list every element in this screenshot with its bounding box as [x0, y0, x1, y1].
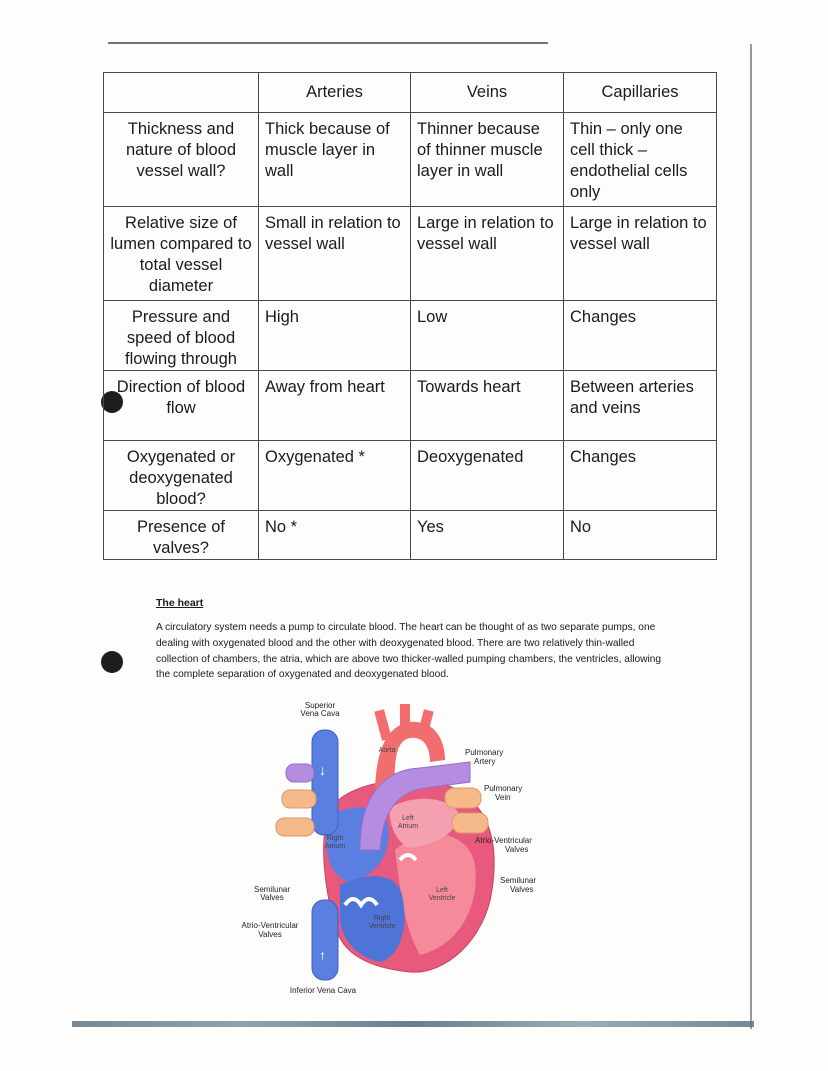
cell-capillaries: Between arteries and veins	[564, 371, 717, 441]
cell-capillaries: Thin – only one cell thick – endothelial cells only	[564, 113, 717, 207]
label-right-atrium: Atrium	[324, 843, 346, 850]
aorta-branch	[400, 704, 410, 734]
row-label: Relative size of lumen compared to total vessel diameter	[104, 207, 259, 301]
cell-arteries: Oxygenated *	[259, 441, 411, 511]
heart-diagram	[230, 700, 590, 1005]
pulmonary-vein	[282, 790, 316, 808]
pulmonary-vein	[452, 813, 488, 833]
table-row	[104, 113, 717, 207]
label-left-ventricle: Ventricle	[428, 895, 456, 902]
label-aorta: Aorta	[378, 747, 396, 754]
cell-veins: Thinner because of thinner muscle layer in wall	[411, 113, 564, 207]
cell-arteries: Small in relation to vessel wall	[259, 207, 411, 301]
label-pulmonary-vein: Vein	[495, 793, 511, 802]
label-right-ventricle: Ventricle	[368, 923, 396, 930]
pulmonary-artery-branch	[286, 764, 314, 782]
row-label: Thickness and nature of blood vessel wall?	[104, 113, 259, 207]
cell-veins: Large in relation to vessel wall	[411, 207, 564, 301]
label-av-valves-left: Valves	[258, 930, 282, 939]
aorta-branch	[374, 709, 391, 741]
page-top-edge	[108, 42, 548, 44]
cell-arteries: High	[259, 301, 411, 371]
label-right-atrium: Right	[326, 835, 344, 842]
page-bottom-edge	[72, 1021, 754, 1027]
table-row	[104, 441, 717, 511]
header-arteries: Arteries	[259, 73, 411, 113]
cell-arteries: No *	[259, 511, 411, 560]
label-semilunar-valves-left: Valves	[260, 893, 284, 902]
label-semilunar-valves-left: Semilunar	[253, 885, 291, 894]
row-label: Direction of blood flow	[104, 371, 259, 441]
row-label: Presence of valves?	[104, 511, 259, 560]
header-capillaries: Capillaries	[564, 73, 717, 113]
row-label: Pressure and speed of blood flowing through	[104, 301, 259, 371]
label-superior-vena-cava: Vena Cava	[300, 709, 340, 718]
label-left-atrium: Left	[402, 815, 414, 822]
label-left-ventricle: Left	[436, 887, 448, 894]
label-av-valves-right: Atrio-Ventricular	[475, 836, 532, 845]
table-row	[104, 511, 717, 560]
punch-hole	[101, 651, 123, 673]
superior-vena-cava	[312, 730, 338, 835]
section-title: The heart	[156, 597, 204, 609]
table-row	[104, 301, 717, 371]
header-veins: Veins	[411, 73, 564, 113]
header-blank	[104, 73, 259, 113]
page-right-edge	[750, 44, 752, 1029]
label-semilunar-valves-right: Semilunar	[500, 876, 537, 885]
cell-veins: Towards heart	[411, 371, 564, 441]
label-pulmonary-artery: Pulmonary	[465, 748, 504, 757]
cell-arteries: Thick because of muscle layer in wall	[259, 113, 411, 207]
table-header-row	[104, 73, 717, 113]
arrow-icon: ↑	[319, 947, 326, 963]
label-av-valves-right: Valves	[505, 845, 529, 854]
cell-capillaries: Large in relation to vessel wall	[564, 207, 717, 301]
label-av-valves-left: Atrio-Ventricular	[241, 921, 299, 930]
cell-capillaries: Changes	[564, 441, 717, 511]
cell-veins: Low	[411, 301, 564, 371]
arrow-icon: ↓	[319, 762, 326, 778]
label-superior-vena-cava: Superior	[304, 701, 336, 710]
arrow-icon: ↑	[405, 744, 411, 758]
cell-veins: Deoxygenated	[411, 441, 564, 511]
table-row	[104, 207, 717, 301]
cell-arteries: Away from heart	[259, 371, 411, 441]
label-inferior-vena-cava: Inferior Vena Cava	[289, 986, 357, 995]
cell-capillaries: No	[564, 511, 717, 560]
pulmonary-vein	[276, 818, 314, 836]
label-pulmonary-artery: Artery	[474, 757, 496, 766]
cell-capillaries: Changes	[564, 301, 717, 371]
cell-veins: Yes	[411, 511, 564, 560]
row-label: Oxygenated or deoxygenated blood?	[104, 441, 259, 511]
blood-vessel-comparison-table	[103, 72, 717, 560]
label-left-atrium: Atrium	[397, 823, 419, 830]
label-semilunar-valves-right: Valves	[510, 885, 534, 894]
label-pulmonary-vein: Pulmonary	[484, 784, 523, 793]
table-row	[104, 371, 717, 441]
section-paragraph: A circulatory system needs a pump to circulate blood. The heart can be thought of as two separate pumps, one dealing with oxygenated blood and the other with deoxygenated blood. There are two relatively thin-walled collection of chambers, the atria, which are above two thicker-walled pumping chambers, the ventricles, allowing the complete separation of oxygenated and deoxygenated blood.	[156, 622, 662, 681]
inferior-vena-cava	[312, 900, 338, 980]
pulmonary-vein	[445, 788, 481, 808]
label-right-ventricle: Right	[373, 915, 391, 922]
